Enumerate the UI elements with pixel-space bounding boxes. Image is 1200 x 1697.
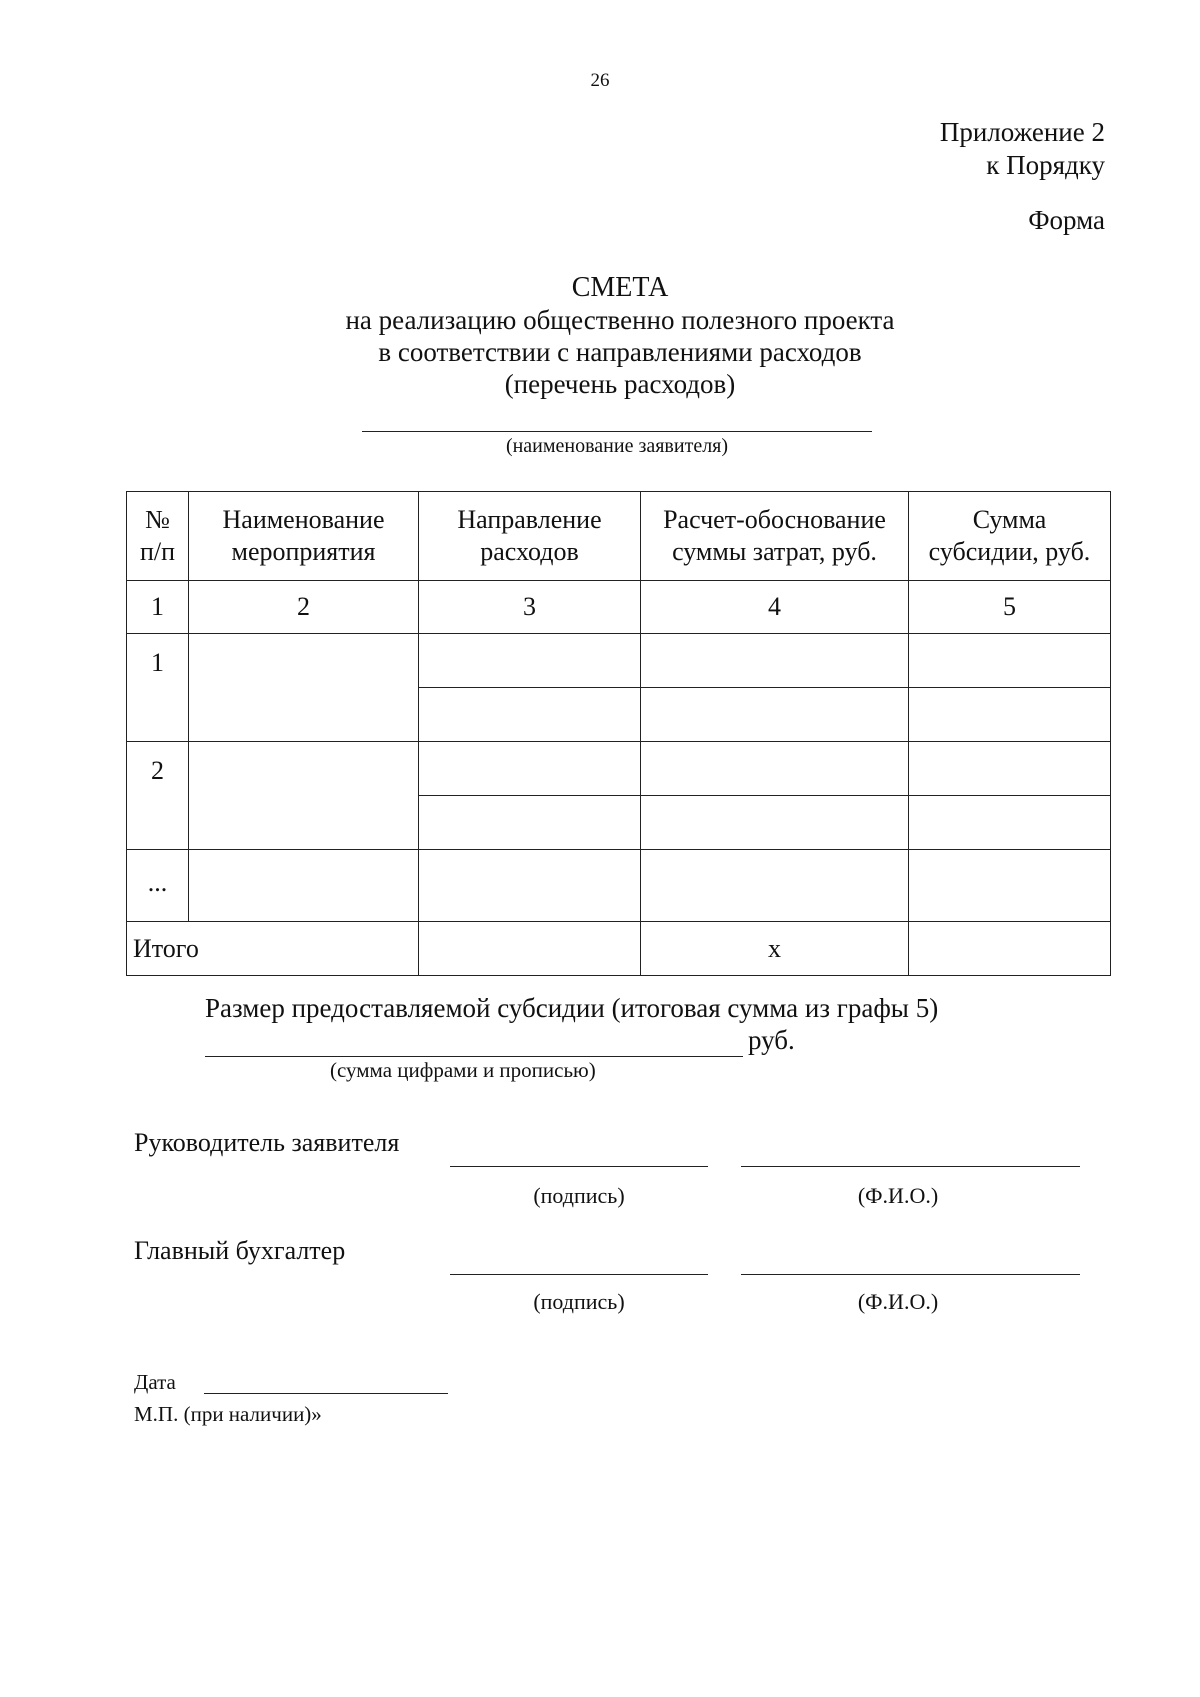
title-line-3: (перечень расходов) <box>504 369 736 399</box>
column-number: 1 <box>127 581 189 634</box>
header-cost-justification: Расчет-обоснование суммы затрат, руб. <box>641 492 909 581</box>
cost-justification-cell <box>641 634 909 688</box>
title-line-2: в соответствии с направлениями расходов <box>378 337 862 367</box>
subsidy-amount-cell <box>909 850 1111 922</box>
accountant-name-caption: (Ф.И.О.) <box>857 1289 939 1314</box>
cost-justification-cell <box>641 688 909 742</box>
event-name-cell <box>189 850 419 922</box>
header-number: № п/п <box>127 492 189 581</box>
total-calc-mark: х <box>641 922 909 976</box>
header-subsidy-amount: Сумма субсидии, руб. <box>909 492 1111 581</box>
cost-justification-cell <box>641 796 909 850</box>
subsidy-amount-cell <box>909 742 1111 796</box>
cost-justification-cell <box>641 850 909 922</box>
total-label: Итого <box>127 922 419 976</box>
title-line-1: на реализацию общественно полезного проекта <box>345 305 895 335</box>
event-name-cell <box>189 634 419 742</box>
column-number: 4 <box>641 581 909 634</box>
date-line <box>204 1393 448 1394</box>
subsidy-amount-cell <box>909 796 1111 850</box>
expense-direction-cell <box>419 634 641 688</box>
date-label: Дата <box>134 1370 176 1394</box>
row-number: 1 <box>127 634 189 742</box>
title-main: СМЕТА <box>571 272 669 303</box>
total-row <box>127 922 1111 976</box>
subsidy-amount-text: Размер предоставляемой субсидии (итоговая сумма из графы 5) <box>205 993 939 1023</box>
document-title <box>0 272 1200 400</box>
table-row <box>127 850 1111 922</box>
subsidy-caption: (сумма цифрами и прописью) <box>330 1058 596 1082</box>
head-signature-caption: (подпись) <box>533 1183 625 1208</box>
expense-direction-cell <box>419 796 641 850</box>
annex-reference <box>940 116 1105 182</box>
expense-table <box>126 491 1111 976</box>
applicant-name-line <box>362 431 872 432</box>
expense-direction-cell <box>419 688 641 742</box>
row-number: ... <box>127 850 189 922</box>
header-event-name: Наименование мероприятия <box>189 492 419 581</box>
total-direction-cell <box>419 922 641 976</box>
head-name-line <box>741 1166 1080 1167</box>
annex-line-2: к Порядку <box>986 150 1105 180</box>
applicant-caption: (наименование заявителя) <box>505 435 729 457</box>
stamp-label: М.П. (при наличии)» <box>134 1402 322 1426</box>
expense-direction-cell <box>419 742 641 796</box>
row-number: 2 <box>127 742 189 850</box>
accountant-signature-caption: (подпись) <box>533 1289 625 1314</box>
subsidy-amount-line <box>205 1056 743 1057</box>
accountant-signature-label: Главный бухгалтер <box>134 1236 346 1265</box>
form-label: Форма <box>1028 205 1105 235</box>
subsidy-unit: руб. <box>748 1025 795 1055</box>
accountant-name-line <box>741 1274 1080 1275</box>
cost-justification-cell <box>641 742 909 796</box>
column-number: 5 <box>909 581 1111 634</box>
event-name-cell <box>189 742 419 850</box>
expense-direction-cell <box>419 850 641 922</box>
subsidy-amount-cell <box>909 634 1111 688</box>
table-row <box>127 742 1111 796</box>
column-number-row <box>127 581 1111 634</box>
annex-line-1: Приложение 2 <box>939 117 1105 147</box>
header-expense-direction: Направление расходов <box>419 492 641 581</box>
page-number: 26 <box>590 70 610 91</box>
head-signature-label: Руководитель заявителя <box>134 1128 400 1157</box>
accountant-signature-line <box>450 1274 708 1275</box>
column-number: 3 <box>419 581 641 634</box>
table-row <box>127 634 1111 688</box>
total-subsidy-cell <box>909 922 1111 976</box>
head-signature-line <box>450 1166 708 1167</box>
subsidy-amount-cell <box>909 688 1111 742</box>
table-header-row <box>127 492 1111 581</box>
column-number: 2 <box>189 581 419 634</box>
head-name-caption: (Ф.И.О.) <box>857 1183 939 1208</box>
